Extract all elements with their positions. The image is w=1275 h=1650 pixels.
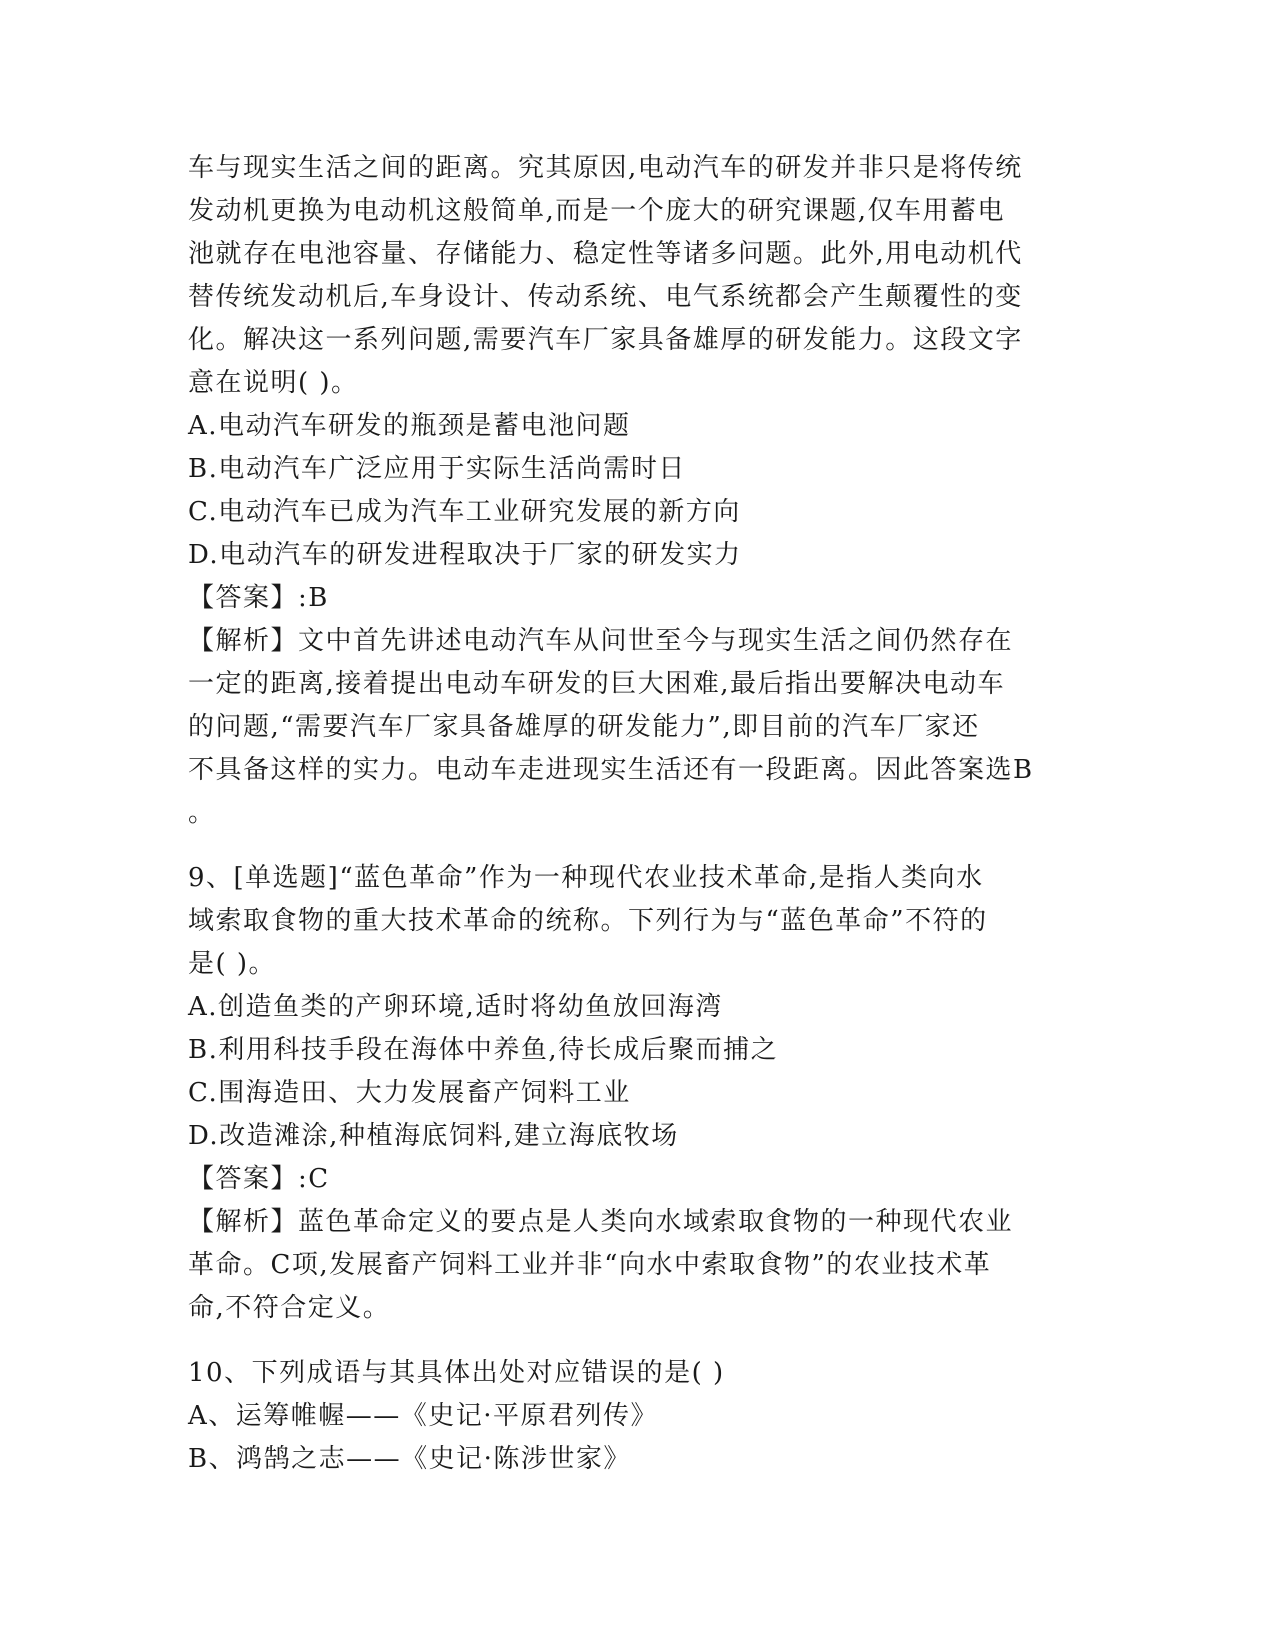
text-line: 的问题,“需要汽车厂家具备雄厚的研发能力”,即目前的汽车厂家还 [188,712,980,742]
answer-line: 【答案】:C [188,1164,330,1194]
text-line: 命,不符合定义。 [188,1293,391,1323]
question-8-analysis [188,620,1088,835]
text-line: 是( )。 [188,949,277,979]
text-line: 域索取食物的重大技术革命的统称。下列行为与“蓝色革命”不符的 [188,906,988,936]
text-line: 10、下列成语与其具体出处对应错误的是( ) [188,1358,725,1388]
option-b: B、鸿鹄之志——《史记·陈涉世家》 [188,1444,631,1474]
option-b: B.电动汽车广泛应用于实际生活尚需时日 [188,454,686,484]
text-line: 替传统发动机后,车身设计、传动系统、电气系统都会产生颠覆性的变 [188,282,1023,312]
question-9-answer [188,1158,1088,1201]
section-gap [188,1330,1088,1352]
option-d: D.改造滩涂,种植海底饲料,建立海底牧场 [188,1121,679,1151]
option-a: A.电动汽车研发的瓶颈是蓄电池问题 [188,411,631,441]
option-a: A.创造鱼类的产卵环境,适时将幼鱼放回海湾 [188,992,723,1022]
option-a: A、运筹帷幄——《史记·平原君列传》 [188,1401,659,1431]
question-10-options [188,1395,1088,1481]
text-line: 。 [188,798,216,828]
text-line: 池就存在电池容量、存储能力、稳定性等诸多问题。此外,用电动机代 [188,239,1023,269]
option-c: C.电动汽车已成为汽车工业研究发展的新方向 [188,497,741,527]
question-8-options [188,405,1088,577]
question-8-answer [188,577,1088,620]
text-line: 车与现实生活之间的距离。究其原因,电动汽车的研发并非只是将传统 [188,153,1023,183]
question-9-analysis [188,1201,1088,1330]
text-line: 化。解决这一系列问题,需要汽车厂家具备雄厚的研发能力。这段文字 [188,325,1023,355]
option-b: B.利用科技手段在海体中养鱼,待长成后聚而捕之 [188,1035,779,1065]
text-line: 一定的距离,接着提出电动车研发的巨大困难,最后指出要解决电动车 [188,669,1006,699]
section-gap [188,835,1088,857]
document-content [188,147,1088,1481]
text-line: 发动机更换为电动机这般简单,而是一个庞大的研究课题,仅车用蓄电 [188,196,1006,226]
option-d: D.电动汽车的研发进程取决于厂家的研发实力 [188,540,742,570]
question-10-stem [188,1352,1088,1395]
question-9-options [188,986,1088,1158]
option-c: C.围海造田、大力发展畜产饲料工业 [188,1078,631,1108]
text-line: 【解析】文中首先讲述电动汽车从问世至今与现实生活之间仍然存在 [188,626,1014,656]
text-line: 【解析】蓝色革命定义的要点是人类向水域索取食物的一种现代农业 [188,1207,1014,1237]
answer-line: 【答案】:B [188,583,329,613]
text-line: 不具备这样的实力。电动车走进现实生活还有一段距离。因此答案选B [188,755,1034,785]
text-line: 意在说明( )。 [188,368,359,398]
question-9-stem [188,857,1088,986]
text-line: 9、[单选题]“蓝色革命”作为一种现代农业技术革命,是指人类向水 [188,863,984,893]
question-8-stem [188,147,1088,405]
text-line: 革命。C项,发展畜产饲料工业并非“向水中索取食物”的农业技术革 [188,1250,992,1280]
